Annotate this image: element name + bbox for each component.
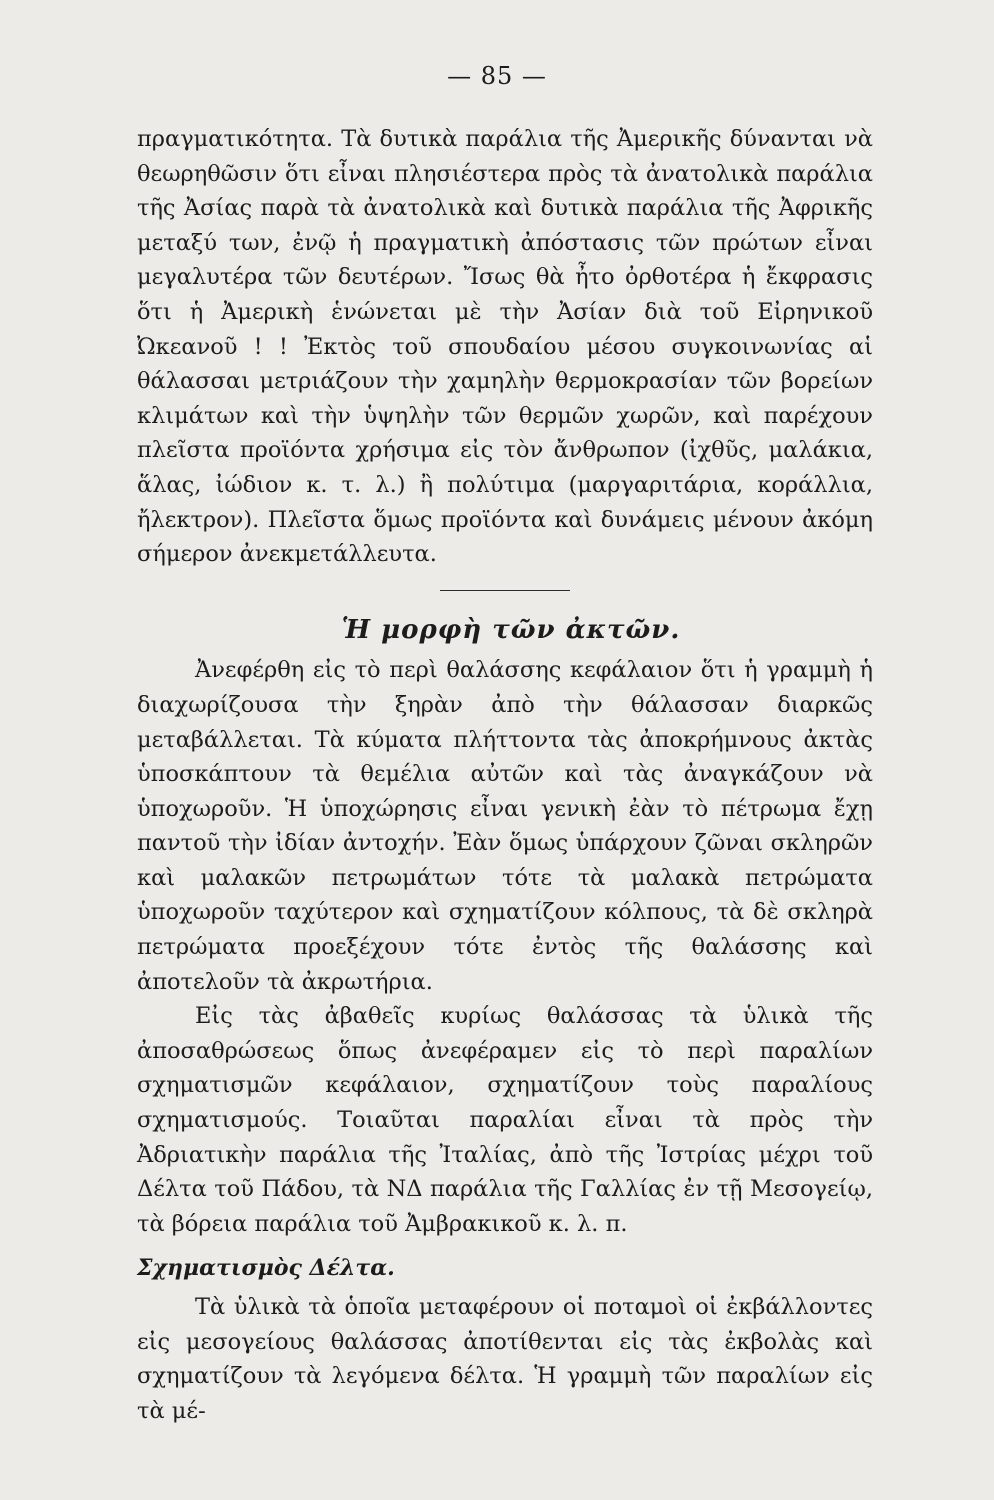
page-number: — 85 — — [447, 62, 547, 90]
section-heading: Ἡ μορφὴ τῶν ἀκτῶν. — [341, 614, 681, 645]
section-divider — [440, 590, 570, 591]
paragraph-coast-shape: Ἀνεφέρθη εἰς τὸ περὶ θαλάσσης κεφάλαιον ὅτι ἡ γραμμὴ ἡ διαχωρίζουσα τὴν ξηρὰν ἀπὸ τὴν θάλασσαν διαρκῶς μεταβάλλεται. Τὰ κύματα πλήττοντα τὰς ἀποκρήμνους ἀκτὰς ὑποσκάπτουν τὰ θεμέλια αὐτῶν καὶ τὰς ἀναγκάζουν νὰ ὑποχωροῦν. Ἡ ὑποχώρησις εἶναι γενικὴ ἐὰν τὸ πέτρωμα ἔχῃ παντοῦ τὴν ἰδίαν ἀντοχήν. Ἐὰν ὅμως ὑπάρχουν ζῶναι σκληρῶν καὶ μαλακῶν πετρωμάτων τότε τὰ μαλακὰ πετρώματα ὑποχωροῦν ταχύτερον καὶ σχηματίζουν κόλπους, τὰ δὲ σκληρὰ πετρώματα προεξέχουν τότε ἐντὸς τῆς θαλάσσης καὶ ἀποτελοῦν τὰ ἀκρωτήρια. — [137, 657, 873, 995]
paragraph-shallow-seas: Εἰς τὰς ἀβαθεῖς κυρίως θαλάσσας τὰ ὑλικὰ τῆς ἀποσαθρώσεως ὅπως ἀνεφέραμεν εἰς τὸ περὶ παραλίων σχηματισμῶν κεφάλαιον, σχηματίζουν τοὺς παραλίους σχηματισμούς. Τοιαῦται παραλίαι εἶναι τὰ πρὸς τὴν Ἀδριατικὴν παράλια τῆς Ἰταλίας, ἀπὸ τῆς Ἰστρίας μέχρι τοῦ Δέλτα τοῦ Πάδου, τὰ ΝΔ παράλια τῆς Γαλλίας ἐν τῇ Μεσογείῳ, τὰ βόρεια παράλια τοῦ Ἀμβρακικοῦ κ. λ. π. — [137, 1003, 873, 1237]
subsection-heading: Σχηματισμὸς Δέλτα. — [137, 1255, 395, 1282]
paragraph-delta: Τὰ ὑλικὰ τὰ ὁποῖα μεταφέρουν οἱ ποταμοὶ οἱ ἐκβάλλοντες εἰς μεσογείους θαλάσσας ἀποτίθενται εἰς τὰς ἐκβολὰς καὶ σχηματίζουν τὰ λεγόμενα δέλτα. Ἡ γραμμὴ τῶν παραλίων εἰς τὰ μέ- — [137, 1294, 873, 1424]
paragraph-continuation: πραγματικότητα. Τὰ δυτικὰ παράλια τῆς Ἀμερικῆς δύνανται νὰ θεωρηθῶσιν ὅτι εἶναι πλησιέστερα πρὸς τὰ ἀνατολικὰ παράλια τῆς Ἀσίας παρὰ τὰ ἀνατολικὰ καὶ δυτικὰ παράλια τῆς Ἀφρικῆς μεταξύ των, ἐνῷ ἡ πραγματικὴ ἀπόστασις τῶν πρώτων εἶναι μεγαλυτέρα τῶν δευτέρων. Ἴσως θὰ ἦτο ὀρθοτέρα ἡ ἔκφρασις ὅτι ἡ Ἀμερικὴ ἑνώνεται μὲ τὴν Ἀσίαν διὰ τοῦ Εἰρηνικοῦ Ὠκεανοῦ ! ! Ἐκτὸς τοῦ σπουδαίου μέσου συγκοινωνίας αἱ θάλασσαι μετριάζουν τὴν χαμηλὴν θερμοκρασίαν τῶν βορείων κλιμάτων καὶ τὴν ὑψηλὴν τῶν θερμῶν χωρῶν, καὶ παρέχουν πλεῖστα προϊόντα χρήσιμα εἰς τὸν ἄνθρωπον (ἰχθῦς, μαλάκια, ἅλας, ἰώδιον κ. τ. λ.) ἢ πολύτιμα (μαργαριτάρια, κοράλλια, ἤλεκτρον). Πλεῖστα ὅμως προϊόντα καὶ δυνάμεις μένουν ἀκόμη σήμερον ἀνεκμετάλλευτα. — [137, 126, 873, 568]
body-text — [137, 122, 873, 1428]
